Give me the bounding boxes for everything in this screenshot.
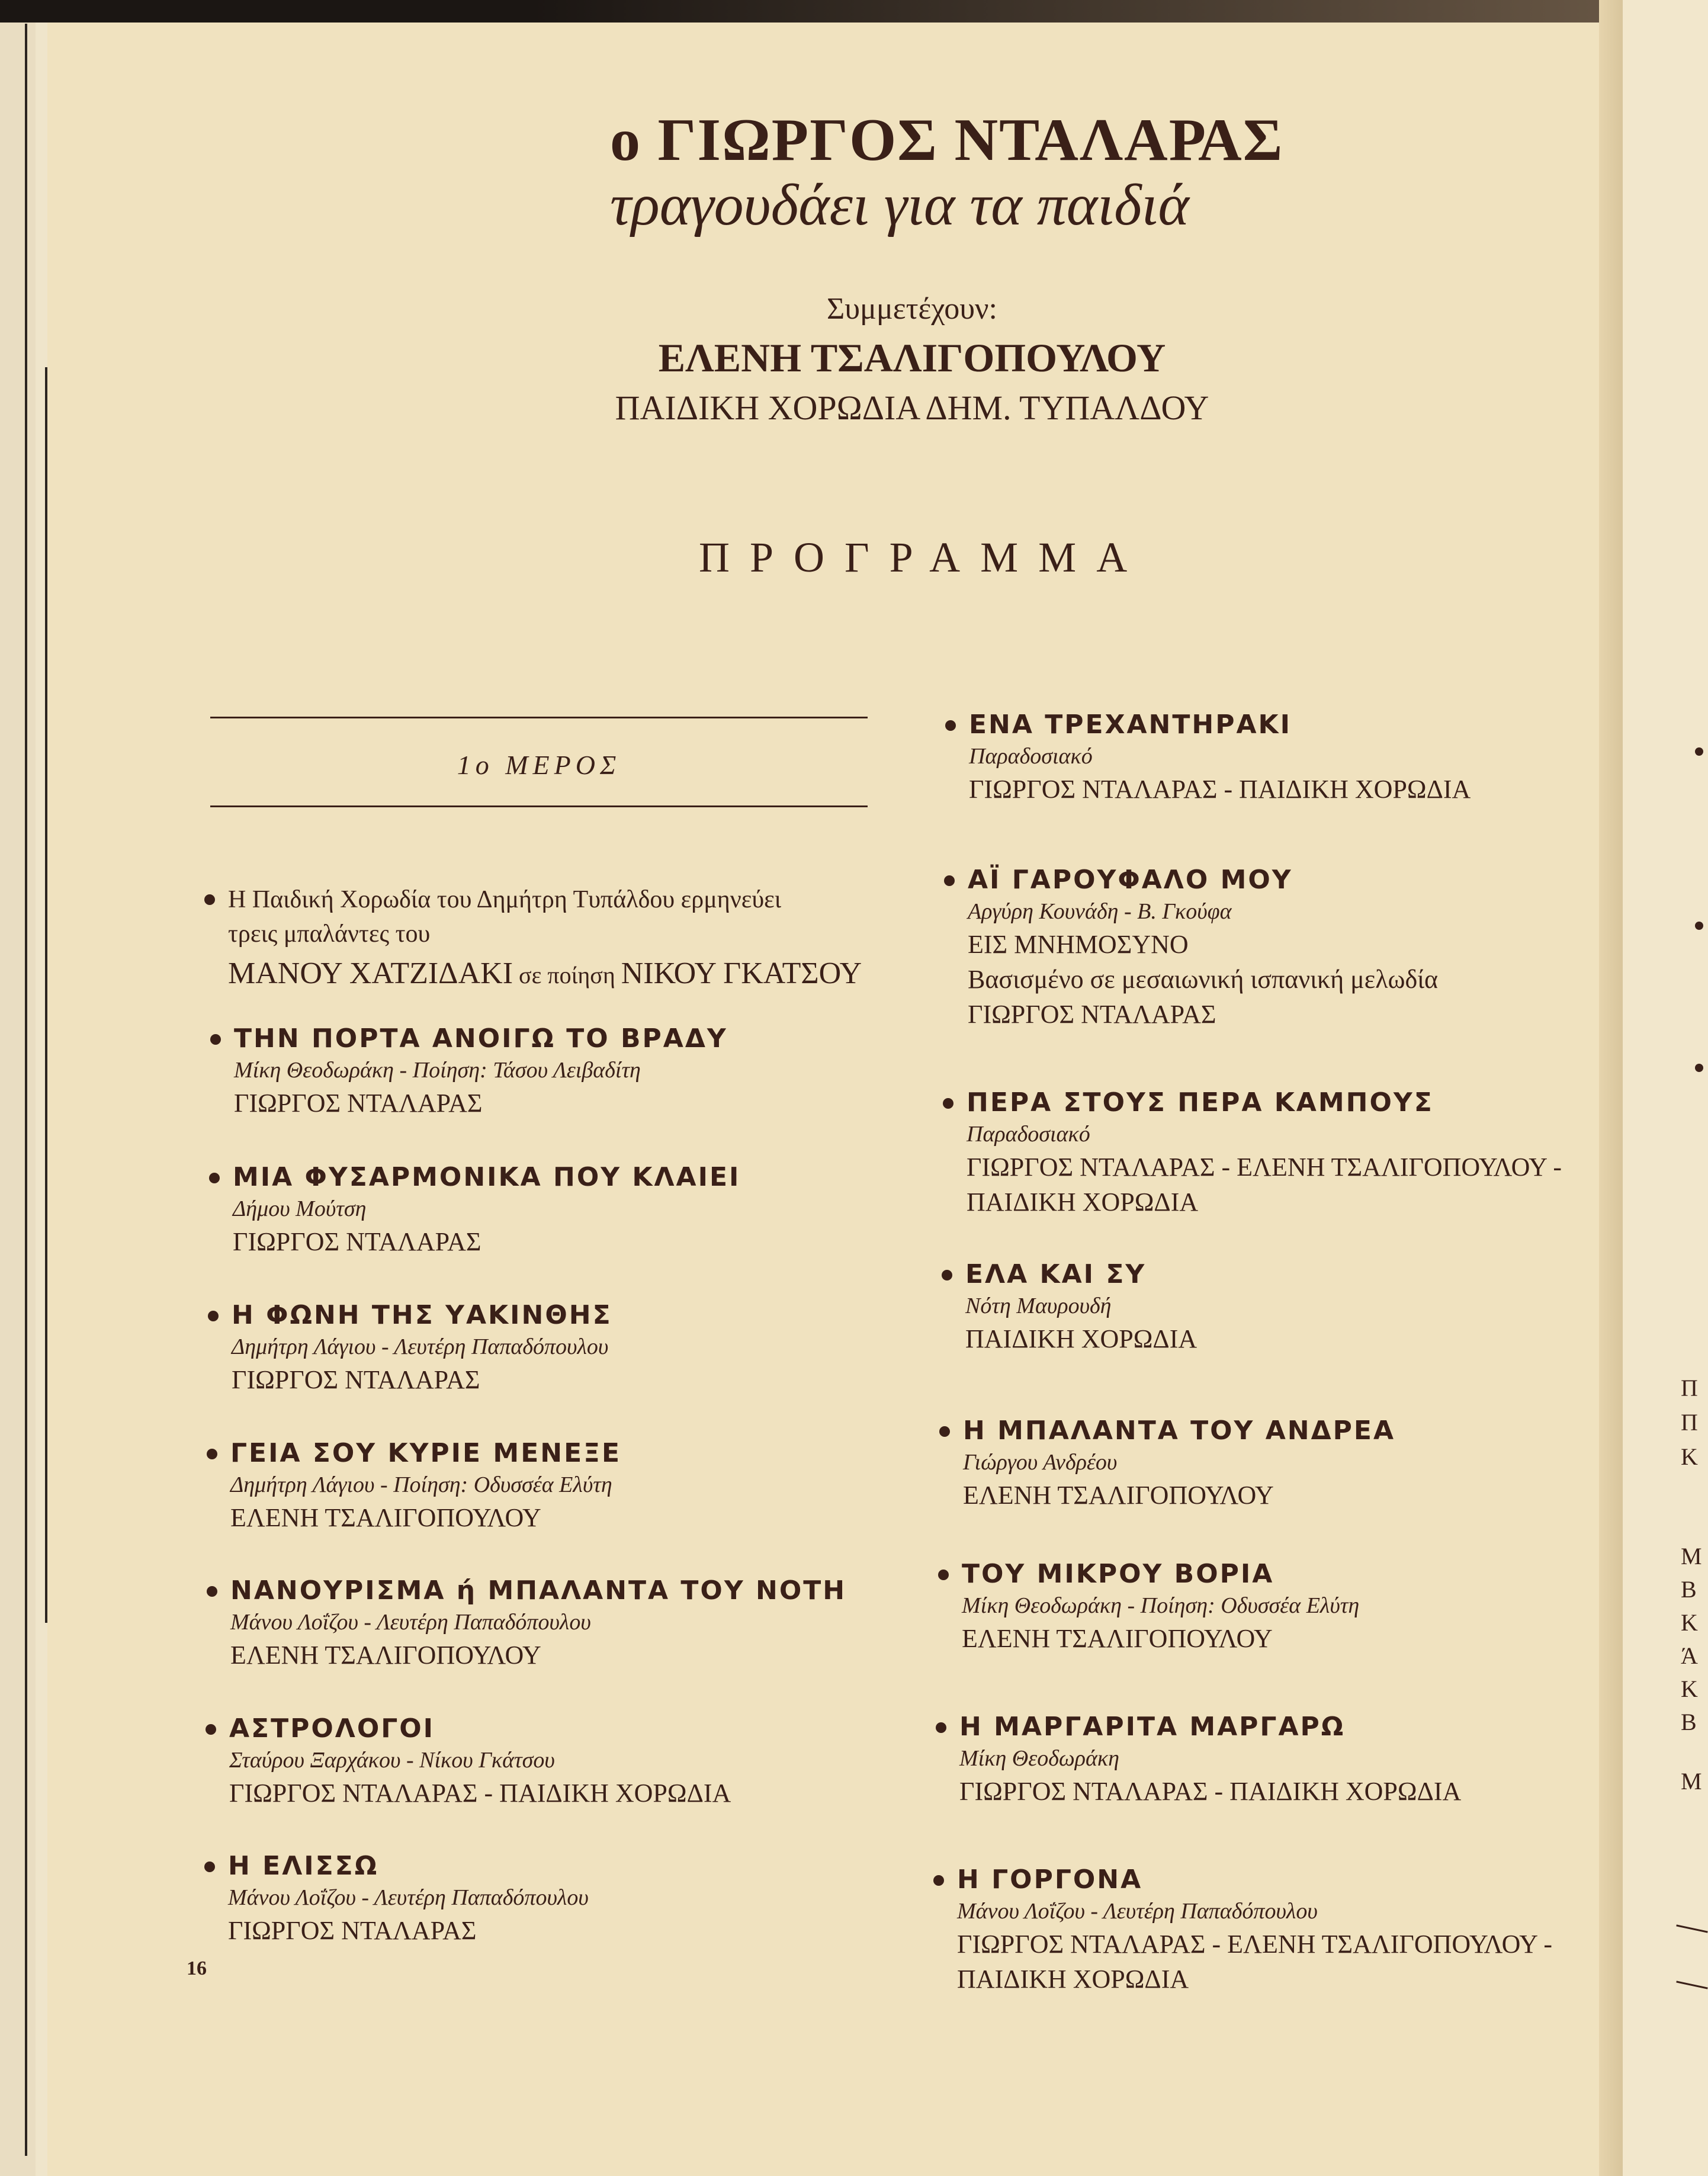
program-item [968,865,1438,1029]
song-title: Η ΓΟΡΓΟΝΑ [957,1864,1552,1895]
program-heading: ΠΡΟΓΡΑΜΜΑ [699,534,1148,581]
next-page-bullet [1695,1064,1703,1072]
song-performers: ΓΙΩΡΓΟΣ ΝΤΑΛΑΡΑΣ - ΕΛΕΝΗ ΤΣΑΛΙΓΟΠΟΥΛΟΥ - [957,1930,1553,1959]
intro-credit [228,956,939,991]
participant-choir: ΠΑΙΔΙΚΗ ΧΟΡΩΔΙΑ ΔΗΜ. ΤΥΠΑΛΔΟΥ [615,389,1209,427]
next-page-fragment: Π [1681,1409,1698,1436]
next-page-fragment: Β [1681,1709,1697,1735]
song-credits: Δημήτρη Λάγιου - Ποίηση: Οδυσσέα Ελύτη [230,1472,612,1497]
song-credits: Μίκη Θεοδωράκη - Ποίηση: Τάσου Λειβαδίτη [234,1058,641,1083]
next-page-bullet [1695,922,1703,930]
part-heading: 1ο ΜΕΡΟΣ [457,750,621,780]
song-title: Η ΦΩΝΗ ΤΗΣ ΥΑΚΙΝΘΗΣ [232,1300,612,1330]
song-performers: ΓΙΩΡΓΟΣ ΝΤΑΛΑΡΑΣ [232,1365,480,1394]
song-title: ΝΑΝΟΥΡΙΣΜΑ ή ΜΠΑΛΑΝΤΑ ΤΟΥ ΝΟΤΗ [230,1575,847,1606]
intro-line: τρεις μπαλάντες του [228,920,431,948]
song-performers: ΕΛΕΝΗ ΤΣΑΛΙΓΟΠΟΥΛΟΥ [963,1481,1274,1510]
next-page-fragment: Κ [1681,1609,1698,1636]
intro-line: Η Παιδική Χορωδία του Δημήτρη Τυπάλδου ερμηνεύει [228,882,939,917]
next-page-fragment: Β [1681,1576,1697,1603]
song-performers: ΓΙΩΡΓΟΣ ΝΤΑΛΑΡΑΣ [228,1916,477,1945]
program-item [229,1713,731,1808]
song-performers: ΓΙΩΡΓΟΣ ΝΤΑΛΑΡΑΣ - ΠΑΙΔΙΚΗ ΧΟΡΩΔΙΑ [959,1777,1462,1806]
song-performers: ΓΙΩΡΓΟΣ ΝΤΑΛΑΡΑΣ - ΠΑΙΔΙΚΗ ΧΟΡΩΔΙΑ [969,775,1471,804]
next-page-edge [1623,0,1708,2176]
program-item [232,1300,612,1395]
song-title: ΤΟΥ ΜΙΚΡΟΥ ΒΟΡΙΑ [962,1559,1359,1589]
next-page-fragment: Μ [1681,1768,1702,1795]
song-title: ΠΕΡΑ ΣΤΟΥΣ ΠΕΡΑ ΚΑΜΠΟΥΣ [967,1087,1562,1118]
page-gutter [1599,0,1623,2176]
song-performers: ΕΛΕΝΗ ΤΣΑΛΙΓΟΠΟΥΛΟΥ [230,1641,541,1670]
song-title: ΓΕΙΑ ΣΟΥ ΚΥΡΙΕ ΜΕΝΕΞΕ [230,1438,622,1468]
intro-connector: σε ποίηση [513,962,621,988]
program-item [965,1259,1197,1354]
program-item [969,710,1471,804]
next-page-fragment: Μ [1681,1543,1702,1570]
intro-poet: ΝΙΚΟΥ ΓΚΑΤΣΟΥ [621,957,862,990]
program-item [963,1416,1395,1510]
song-credits: Μίκη Θεοδωράκη - Ποίηση: Οδυσσέα Ελύτη [962,1593,1360,1618]
song-performers: ΓΙΩΡΓΟΣ ΝΤΑΛΑΡΑΣ - ΕΛΕΝΗ ΤΣΑΛΙΓΟΠΟΥΛΟΥ - [967,1153,1562,1182]
song-title: ΤΗΝ ΠΟΡΤΑ ΑΝΟΙΓΩ ΤΟ ΒΡΑΔΥ [234,1023,728,1054]
song-credits: Αργύρη Κουνάδη - Β. Γκούφα [968,899,1232,924]
program-item [957,1864,1552,1994]
song-note: Βασισμένο σε μεσαιωνική ισπανική μελωδία [968,965,1439,994]
song-title: ΑΣΤΡΟΛΟΓΟΙ [229,1713,731,1744]
spine-line-inner [45,367,47,1623]
left-margin-strip [0,0,36,2176]
next-page-bullet [1695,747,1703,756]
song-title: ΑΪ ΓΑΡΟΥΦΑΛΟ ΜΟΥ [968,865,1438,895]
page-subtitle: τραγουδάει για τα παιδιά [610,172,1189,238]
song-performers-continued: ΠΑΙΔΙΚΗ ΧΟΡΩΔΙΑ [967,1188,1199,1217]
song-credits: Δημήτρη Λάγιου - Λευτέρη Παπαδόπουλου [232,1334,609,1359]
next-page-fragment: Π [1681,1375,1698,1401]
song-credits: Παραδοσιακό [967,1122,1090,1147]
song-performers: ΓΙΩΡΓΟΣ ΝΤΑΛΑΡΑΣ [234,1089,483,1118]
intro-composer: ΜΑΝΟΥ ΧΑΤΖΙΔΑΚΙ [228,957,513,990]
song-credits: Νότη Μαυρουδή [965,1294,1112,1318]
song-title: Η ΕΛΙΣΣΩ [228,1851,589,1881]
program-item [230,1575,846,1670]
song-note: ΕΙΣ ΜΝΗΜΟΣΥΝΟ [968,930,1189,959]
top-edge-gradient [533,0,1708,23]
song-credits: Μάνου Λοΐζου - Λευτέρη Παπαδόπουλου [230,1610,591,1635]
page-number: 16 [187,1957,207,1979]
divider-top [210,717,868,718]
divider-bottom [210,805,868,807]
next-page-fragment: Κ [1681,1676,1698,1702]
song-credits: Γιώργου Ανδρέου [963,1450,1118,1475]
program-item [233,1162,740,1257]
song-credits: Μάνου Λοΐζου - Λευτέρη Παπαδόπουλου [228,1885,589,1910]
song-credits: Παραδοσιακό [969,744,1093,769]
program-item [967,1087,1562,1217]
song-credits: Δήμου Μούτση [233,1196,367,1221]
song-title: Η ΜΠΑΛΑΝΤΑ ΤΟΥ ΑΝΔΡΕΑ [963,1416,1396,1446]
next-page-fragment: Ά [1681,1642,1698,1669]
song-title: ΕΝΑ ΤΡΕΧΑΝΤΗΡΑΚΙ [969,710,1471,740]
participant-singer: ΕΛΕΝΗ ΤΣΑΛΙΓΟΠΟΥΛΟΥ [658,335,1166,380]
next-page-fragment: Κ [1681,1443,1698,1470]
program-item [230,1438,621,1533]
song-title: Η ΜΑΡΓΑΡΙΤΑ ΜΑΡΓΑΡΩ [959,1712,1461,1742]
song-credits: Μίκη Θεοδωράκη [959,1746,1119,1771]
song-performers: ΠΑΙΔΙΚΗ ΧΟΡΩΔΙΑ [965,1324,1197,1353]
program-item [228,1851,589,1946]
song-performers-continued: ΠΑΙΔΙΚΗ ΧΟΡΩΔΙΑ [957,1965,1189,1994]
song-performers: ΕΛΕΝΗ ΤΣΑΛΙΓΟΠΟΥΛΟΥ [962,1624,1273,1653]
program-item [959,1712,1461,1806]
song-credits: Σταύρου Ξαρχάκου - Νίκου Γκάτσου [229,1748,555,1773]
song-credits: Μάνου Λοΐζου - Λευτέρη Παπαδόπουλου [957,1899,1318,1924]
song-performers: ΓΙΩΡΓΟΣ ΝΤΑΛΑΡΑΣ [968,1000,1216,1029]
page-title: ο ΓΙΩΡΓΟΣ ΝΤΑΛΑΡΑΣ [610,107,1284,174]
song-performers: ΕΛΕΝΗ ΤΣΑΛΙΓΟΠΟΥΛΟΥ [230,1503,541,1532]
program-item [234,1023,728,1118]
song-title: ΜΙΑ ΦΥΣΑΡΜΟΝΙΚΑ ΠΟΥ ΚΛΑΙΕΙ [233,1162,741,1192]
song-performers: ΓΙΩΡΓΟΣ ΝΤΑΛΑΡΑΣ [233,1227,481,1256]
participants-label: Συμμετέχουν: [827,292,997,326]
intro-item [228,882,939,991]
song-title: ΕΛΑ ΚΑΙ ΣΥ [965,1259,1197,1289]
song-performers: ΓΙΩΡΓΟΣ ΝΤΑΛΑΡΑΣ - ΠΑΙΔΙΚΗ ΧΟΡΩΔΙΑ [229,1779,731,1808]
program-item [962,1559,1359,1654]
